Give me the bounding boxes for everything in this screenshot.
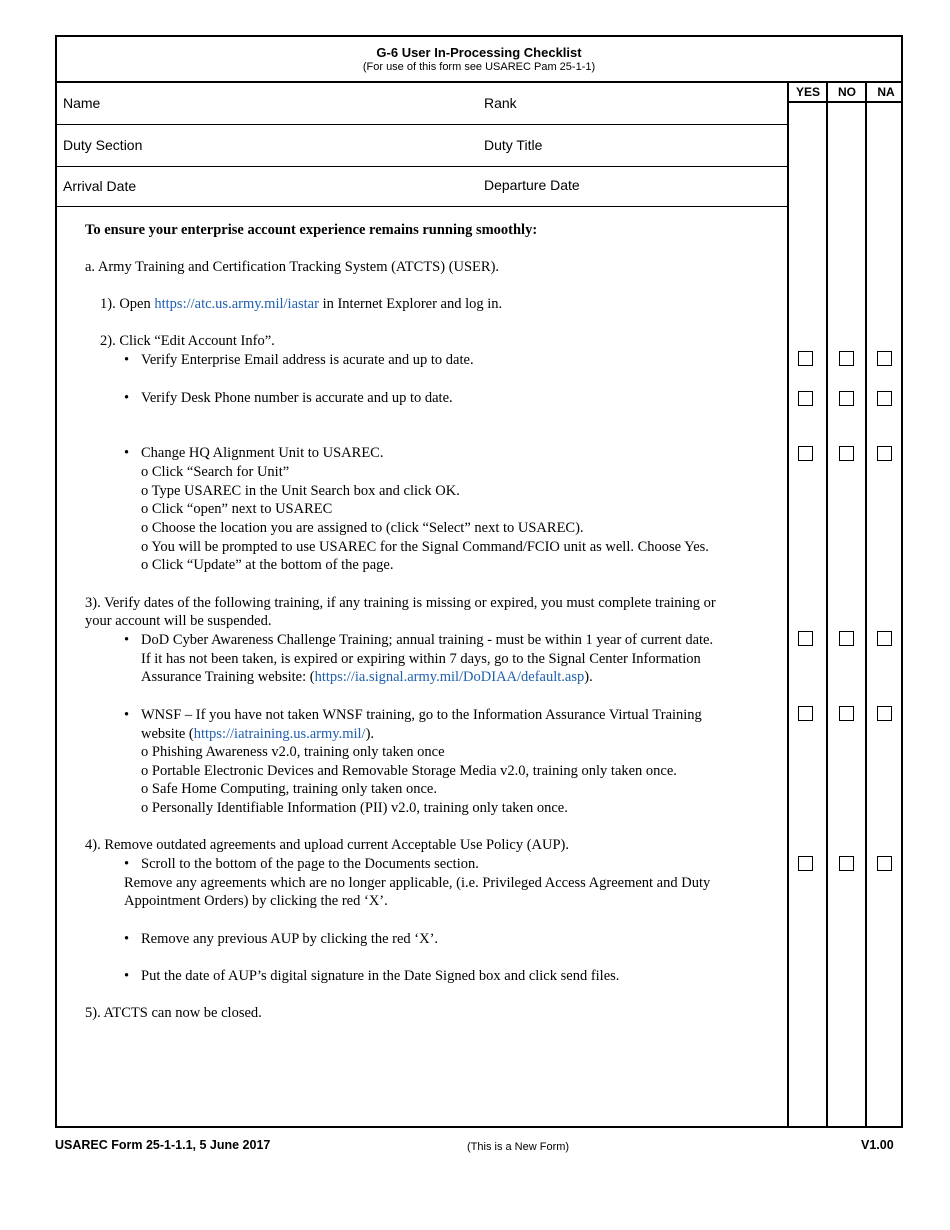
- list-item: o Personally Identifiable Information (PII) v2.0, training only taken once.: [141, 800, 568, 816]
- column-header-divider: [789, 101, 901, 103]
- step-4: 4). Remove outdated agreements and upload current Acceptable Use Policy (AUP).: [85, 837, 569, 853]
- step-4-bullet-date-signed: • Put the date of AUP’s digital signature in the Date Signed box and click send files.: [141, 967, 619, 986]
- list-item: o Phishing Awareness v2.0, training only taken once: [141, 744, 445, 760]
- column-header-yes: YES: [795, 85, 820, 99]
- na-checkbox[interactable]: [877, 856, 892, 871]
- column-header-no: NO: [838, 85, 856, 99]
- rank-field[interactable]: Rank: [484, 95, 517, 111]
- form-subtitle: (For use of this form see USAREC Pam 25-1-1): [362, 61, 596, 73]
- field-row-dates: [57, 165, 787, 207]
- step-2-bullet-phone: • Verify Desk Phone number is accurate and up to date.: [141, 389, 453, 408]
- na-checkbox[interactable]: [877, 706, 892, 721]
- checklist-form: [55, 35, 903, 1128]
- no-checkbox[interactable]: [839, 391, 854, 406]
- list-item: o Click “Update” at the bottom of the page.: [141, 557, 394, 573]
- atcts-link[interactable]: https://atc.us.army.mil/iastar: [154, 296, 319, 312]
- step-4-remove-line-2: Appointment Orders) by clicking the red ‘X’.: [124, 893, 388, 909]
- arrival-date-field[interactable]: Arrival Date: [63, 178, 137, 194]
- form-title: G-6 User In-Processing Checklist: [376, 45, 582, 60]
- step-3-bullet-wnsf: • WNSF – If you have not taken WNSF training, go to the Information Assurance Virtual Training: [141, 706, 702, 725]
- name-field[interactable]: Name: [63, 95, 101, 111]
- section-a-heading: a. Army Training and Certification Tracking System (ATCTS) (USER).: [85, 259, 500, 275]
- form-id: USAREC Form 25-1-1.1, 5 June 2017: [55, 1138, 271, 1152]
- step-3-bullet-cyber-line-2: If it has not been taken, is expired or expiring within 7 days, go to the Signal Center Information: [141, 651, 701, 667]
- wnsf-text-end: ).: [365, 726, 375, 742]
- no-checkbox[interactable]: [839, 446, 854, 461]
- list-item: o Click “Search for Unit”: [141, 464, 290, 480]
- form-header: [57, 37, 901, 83]
- list-item: o Choose the location you are assigned to (click “Select” next to USAREC).: [141, 520, 584, 536]
- duty-title-field[interactable]: Duty Title: [484, 137, 543, 153]
- intro-text: To ensure your enterprise account experience remains running smoothly:: [85, 222, 538, 238]
- step-5: 5). ATCTS can now be closed.: [85, 1005, 262, 1021]
- column-divider: [826, 81, 828, 1126]
- step-1-text: 1). Open: [100, 296, 155, 312]
- list-item: o Click “open” next to USAREC: [141, 501, 333, 517]
- step-4-remove-line-1: Remove any agreements which are no longer applicable, (i.e. Privileged Access Agreement and Duty: [124, 875, 711, 891]
- cyber-text-end: ).: [584, 669, 593, 685]
- yes-checkbox[interactable]: [798, 446, 813, 461]
- step-2-bullet-email: • Verify Enterprise Email address is acurate and up to date.: [141, 351, 474, 370]
- na-checkbox[interactable]: [877, 446, 892, 461]
- no-checkbox[interactable]: [839, 351, 854, 366]
- yes-checkbox[interactable]: [798, 856, 813, 871]
- duty-section-field[interactable]: Duty Section: [63, 137, 143, 153]
- yes-checkbox[interactable]: [798, 351, 813, 366]
- yes-checkbox[interactable]: [798, 391, 813, 406]
- step-3-bullet-wnsf-line-2: [141, 725, 374, 744]
- na-checkbox[interactable]: [877, 631, 892, 646]
- no-checkbox[interactable]: [839, 631, 854, 646]
- form-note: (This is a New Form): [467, 1141, 570, 1153]
- step-3-line-1: 3). Verify dates of the following training, if any training is missing or expired, you must complete training or: [85, 595, 716, 611]
- no-checkbox[interactable]: [839, 856, 854, 871]
- step-4-bullet-remove-aup: • Remove any previous AUP by clicking the red ‘X’.: [141, 930, 438, 949]
- form-version: V1.00: [861, 1138, 894, 1152]
- step-2-bullet-alignment: • Change HQ Alignment Unit to USAREC.: [141, 444, 383, 463]
- na-checkbox[interactable]: [877, 391, 892, 406]
- yes-checkbox[interactable]: [798, 706, 813, 721]
- departure-date-field[interactable]: Departure Date: [484, 177, 580, 193]
- column-header-na: NA: [877, 85, 895, 99]
- list-item: o Safe Home Computing, training only taken once.: [141, 781, 437, 797]
- yes-checkbox[interactable]: [798, 631, 813, 646]
- signal-center-link[interactable]: https://ia.signal.army.mil/DoDIAA/default.asp: [314, 669, 585, 685]
- ia-training-link[interactable]: https://iatraining.us.army.mil/: [193, 726, 366, 742]
- step-4-bullet-scroll: • Scroll to the bottom of the page to the Documents section.: [141, 855, 479, 874]
- list-item: o Type USAREC in the Unit Search box and click OK.: [141, 483, 460, 499]
- step-3-bullet-cyber: • DoD Cyber Awareness Challenge Training; annual training - must be within 1 year of current date.: [141, 631, 713, 650]
- step-3-line-2: your account will be suspended.: [85, 613, 272, 629]
- column-divider: [865, 81, 867, 1126]
- list-item: o You will be prompted to use USAREC for the Signal Command/FCIO unit as well. Choose Yes.: [141, 539, 709, 555]
- field-row-name-rank: [57, 83, 787, 125]
- column-divider: [787, 81, 789, 1126]
- list-item: o Portable Electronic Devices and Removable Storage Media v2.0, training only taken once.: [141, 763, 677, 779]
- step-1-text-end: in Internet Explorer and log in.: [318, 296, 503, 312]
- step-2: 2). Click “Edit Account Info”.: [100, 333, 275, 349]
- wnsf-text: website (: [141, 726, 194, 742]
- no-checkbox[interactable]: [839, 706, 854, 721]
- field-row-duty: [57, 125, 787, 167]
- na-checkbox[interactable]: [877, 351, 892, 366]
- step-3-bullet-cyber-line-3: [141, 668, 593, 687]
- cyber-text: Assurance Training website: (: [141, 669, 315, 685]
- step-1: [100, 295, 502, 314]
